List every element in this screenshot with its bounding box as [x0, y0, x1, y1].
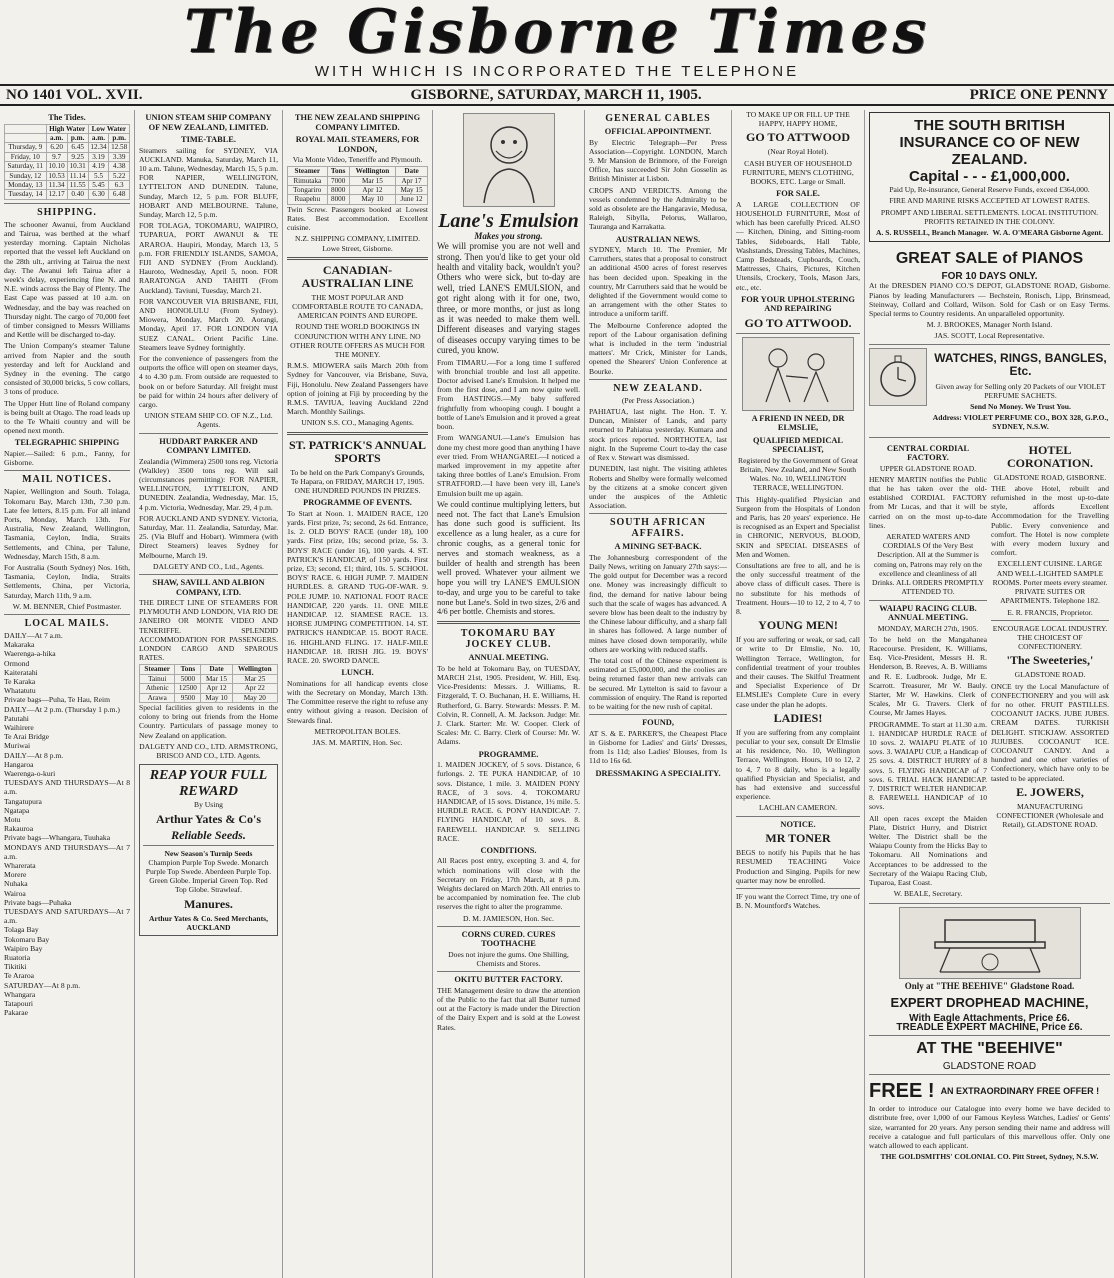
- sweeteries-address: GLADSTONE ROAD.: [1014, 670, 1086, 680]
- elmslie-head: QUALIFIED MEDICAL SPECIALIST,: [752, 435, 844, 455]
- local-mail-item: Waihirere: [4, 723, 34, 732]
- royal-mail-head: ROYAL MAIL STEAMERS, FOR LONDON,: [295, 135, 420, 154]
- piano-text: At the DRESDEN PIANO CO.'S DEPOT, GLADSTONE ROAD, Gisborne. Pianos by leading Manufacturers — Bechstein, Ronisch, Lipp, Brinsmead, Steinway, Collard and Collard, Wilson. Sold for Cash or on Easy Terms. Special terms to Country residents. An unparalleled opportunity.: [869, 281, 1110, 319]
- union-text: Steamers sailing for SYDNEY, VIA AUCKLAND. Manuka, Saturday, March 11, 10 a.m. Talune, Wednesday, March 15, 5 p.m. FOR NAPIER, WELLINGTON, LYTTELTON AND DUNEDIN. Talune, Sunday, March 12, 5 p.m. FOR BLUFF, HOBART AND MELBOURNE. Talune, Sunday, March 12, 5 p.m.: [139, 145, 278, 219]
- beehive-head: AT THE "BEEHIVE": [916, 1040, 1063, 1057]
- insurance-agent: W. A. O'MEARA Gisborne Agent.: [992, 228, 1103, 238]
- machine-price: With Eagle Attachments, Price £6.: [909, 1012, 1070, 1024]
- patricks-text: To be held on the Park Company's Grounds, Te Hapara, on FRIDAY, MARCH 17, 1905. ONE HUNDRED POUNDS IN PRIZES.: [290, 467, 425, 496]
- local-mail-item: Ormond: [4, 658, 30, 668]
- column-4: [433, 110, 585, 1278]
- yates-sign: Arthur Yates & Co. Seed Merchants, AUCKLAND: [148, 913, 269, 932]
- local-mail-item: Private bags—Puha, Te Hau, Reim: [4, 695, 111, 705]
- shaw-head: SHAW, SAVILL AND ALBION COMPANY, LTD.: [152, 578, 265, 597]
- price: PRICE ONE PENNY: [969, 86, 1108, 103]
- cordial-text2: AERATED WATERS AND CORDIALS Of the Very Best Description. All at the Summer is coming on, Patrons may rely on the excellence and cleanliness of all Drinks. ALL ORDERS PROMPTLY ATTENDED TO.: [871, 532, 985, 597]
- union-sign: UNION STEAM SHIP CO. OF N.Z., Ltd. Agents.: [144, 411, 273, 430]
- south-africa-sub: A MINING SET-BACK.: [614, 542, 702, 552]
- programme-head: PROGRAMME OF EVENTS.: [303, 498, 412, 508]
- table-row: Ruapehu 8000 May 10 June 12: [288, 195, 428, 204]
- aus-text: SYDNEY, March 10. The Premier, Mr Carruthers, states that a proposal to construct an additional 4500 acres of forest reserves has been decided upon. Speaking in the country, Mr Carruthers said that he would be delighted if the Government would come to an arrangement with the other States to introduce a uniform tariff.: [589, 245, 727, 319]
- newspaper-subtitle: WITH WHICH IS INCORPORATED THE TELEPHONE: [314, 63, 800, 80]
- butter-text: THE Management desire to draw the attention of the Public to the fact that all Butter turned out at the Factory is made under the Direction of the Dairy Expert and is sold at the Lowest Rates.: [437, 985, 580, 1032]
- tides-row: Thursday, 9 6.20 6.45 12.34 12.58: [5, 143, 130, 152]
- local-mail-item: DAILY—At 7 a.m.: [4, 630, 63, 640]
- canadian-sign: UNION S.S. CO., Managing Agents.: [301, 418, 414, 428]
- attwood-again: GO TO ATTWOOD.: [744, 315, 852, 330]
- shaw-sign: DALGETY AND CO., LTD. ARMSTRONG, BRISCO AND CO., LTD. Agents.: [139, 741, 278, 761]
- free-text: In order to introduce our Catalogue into every home we have decided to distribute free, over 1,000 of our Famous Keyless Watches, Ladies' or Gents' size, warranted for 20 years. Any person sending their name and address will receive a catalogue and full particulars of this marvellous offer. Only one watch allowed to each applicant.: [869, 1104, 1110, 1151]
- waiapu-text: To be held on the Mangahanea Racecourse. President, K. Williams, Esq. Vice-President, Messrs H. R. Henderson, B. Reeves, A. B. Williams and R. E. Ludbrook. Judge, Mr E. Scarrott. Treasurer, Mr W. Bauly. Starter, Mr W. Hawkins. Clerk of Scales, Mr G. Travers. Clerk of Course, Mr James Hayes.: [869, 634, 987, 718]
- yates-name: Arthur Yates & Co's: [156, 811, 261, 826]
- nz-news-sub: (Per Press Association.): [621, 395, 695, 405]
- piano-head: GREAT SALE of PIANOS: [895, 250, 1084, 268]
- dressmaking: DRESSMAKING A SPECIALITY.: [595, 768, 721, 778]
- local-mail-item: Wharerata: [4, 861, 36, 871]
- tides-row: Tuesday, 14 12.17 0.40 6.30 6.48: [5, 190, 130, 199]
- union-text: For the convenience of passengers from the outports the office will open on steamer days, 4 to 4.30 p.m. From outside are requested to book on or before Saturday. All freight must be paid for within 24 hours after delivery of cargo.: [139, 353, 278, 409]
- lanes-sub: Makes you strong.: [474, 231, 543, 241]
- elmslie-text2: This Highly-qualified Physician and Surgeon from the Hospitals of London and Paris, has 20 years' experience. He is recognised as an Expert and Specialist in CHRONIC, NERVOUS, BLOOD, SKIN and SPECIAL DISEASES of Men and Women.: [736, 494, 860, 559]
- lanes-closing: We could continue multiplying letters, but need not. The fact that Lane's Emulsion has done such good is sufficient. Its excellence as a lung healer, as a cure for chronic coughs, as a general tonic for nerves and stomach weakness, as a builder of health and strength has been well proved. Whatever your ailment we hope you will try LANE'S EMULSION to-day, and urge you to be careful to take none but Lane's. Sold in two sizes, 2/6 and 4/6 per bottle. Chemists and stores.: [437, 499, 580, 617]
- local-mail-item: Waerenga-a-hika: [4, 649, 56, 659]
- issue-number: NO 1401 VOL. XVII.: [6, 86, 143, 103]
- canadian-sub: THE MOST POPULAR AND COMFORTABLE ROUTE TO CANADA, AMERICAN POINTS AND EUROPE.: [292, 292, 423, 321]
- column-5: [585, 110, 732, 1278]
- sewing-machine-illustration: [899, 907, 1081, 979]
- waiapu-conditions: All open races except the Maiden Plate, District Hurry, and District Welter. The District shall be the Waiapu County from the Hicks Bay to Tokomaru. All Nominations and Acceptances to be addressed to the Secretary of the Waiapu Racing Club, Tuparoa, East Coast.: [869, 813, 987, 887]
- hotel-text: THE above Hotel, rebuilt and refurnished in the most up-to-date style, affords Excellent Accommodation for the Travelling Public. Every convenience and comfort. The Hotel is now complete with every modern luxury and comfort.: [991, 483, 1109, 558]
- waiapu-head: WAIAPU RACING CLUB. ANNUAL MEETING.: [879, 603, 977, 622]
- cables-text: By Electric Telegraph—Per Press Association—Copyright. LONDON, March 9. Mr Mansion de Brinmore, of the Foreign Office, has succeeded Sir John Gosselin as British Minister at Lisbon.: [589, 137, 727, 184]
- lanes-portrait-illustration: [463, 113, 555, 207]
- local-mail-item: Patutahi: [4, 713, 29, 723]
- nz-news-text: PAHIATUA, last night. The Hon. T. Y. Duncan, Minister of Lands, and party returned to Pahiatua yesterday. Kumara and stock prices reported. NORTHOTEA, last night. In the Supreme Court to-day the case of Rex v. Stewart was dismissed.: [589, 407, 727, 463]
- local-mail-item: Te Karaka: [4, 676, 36, 686]
- tides-table: [4, 124, 130, 200]
- local-mail-item: Private bags—Puhaka: [4, 897, 72, 907]
- local-mail-item: Te Arai Bridge: [4, 732, 50, 742]
- huddart-sign: DALGETY AND CO., Ltd., Agents.: [153, 561, 264, 571]
- tides-header-high: High Water: [46, 124, 88, 133]
- table-row: Tongariro 8000 Apr 12 May 15: [288, 186, 428, 195]
- ship-note: Twin Screw. Passengers booked at Lowest Rates. Best accommodation. Excellent cuisine.: [287, 204, 428, 233]
- watch-send: Send No Money. We Trust You.: [970, 402, 1071, 412]
- insurance-capital: Capital - - - £1,000,000.: [909, 168, 1070, 185]
- sweeteries-intro: ENCOURAGE LOCAL INDUSTRY. THE CHOICEST OF CONFECTIONERY.: [992, 623, 1108, 652]
- local-mail-item: Tokomaru Bay: [4, 934, 50, 944]
- machine-head: EXPERT DROPHEAD MACHINE,: [890, 994, 1089, 1010]
- correct-time: IF you want the Correct Time, try one of B. N. Mountford's Watches.: [736, 891, 860, 911]
- place-date: GISBORNE, SATURDAY, MARCH 11, 1905.: [410, 86, 702, 103]
- cordial-head: CENTRAL CORDIAL FACTORY.: [886, 443, 970, 463]
- treadle-price: TREADLE EXPERT MACHINE, Price £6.: [896, 1021, 1083, 1033]
- table-row: Tainui 5000 Mar 15 Mar 25: [140, 674, 278, 683]
- patricks-sign: JAS. M. MARTIN, Hon. Sec.: [312, 737, 403, 747]
- shaw-text: THE DIRECT LINE OF STEAMERS FOR PLYMOUTH AND LONDON, VIA RIO DE JANEIRO OR MONTE VIDEO AND TENERIFFE. SPLENDID ACCOMMODATION FOR PASSENGERS. LONDON CARGO AND SPAROUS RATES.: [139, 598, 278, 663]
- tides-sub: a.m.: [46, 133, 67, 142]
- piano-sign: M. J. BROOKES, Manager North Island.: [926, 320, 1053, 330]
- local-mail-item: MONDAYS AND THURSDAYS—At 7 a.m.: [4, 842, 130, 861]
- column-6: [732, 110, 865, 1278]
- nz-news-head: NEW ZEALAND.: [613, 382, 703, 394]
- watch-address: Address: VIOLET PERFUME CO., BOX 328, G.P.O., SYDNEY, N.S.W.: [932, 413, 1109, 432]
- reap-by: By Using: [194, 800, 223, 810]
- local-mail-item: Whangara: [4, 989, 36, 999]
- watch-icon: [874, 353, 922, 401]
- newspaper-title: The Gisborne Times: [183, 0, 931, 67]
- table-row: Arawa 9500 May 10 May 20: [140, 693, 278, 702]
- local-mail-item: Kaiteratahi: [4, 667, 38, 677]
- tokomaru-items: 1. MAIDEN JOCKEY, of 5 sovs. Distance, 6 furlongs. 2. TE PUKA HANDICAP, of 10 sovs. Distance, 1 mile. 3. MAIDEN PONY RACE, of 3 sovs. 4. TOKOMARU HANDICAP, of 15 sovs. Distance, 1½ mile. 5. HURDLE RACE. 6. PONY HANDICAP. 7. FLYING HANDICAP, of 10 sovs. 8. FAREWELL HANDICAP. 9. SELLING RACE.: [437, 760, 580, 843]
- union-text: FOR TOLAGA, TOKOMARU, WAIPIRO, TUPARUA, PORT AWANUI & TE ARAROA. Haupiri, Monday, March 13, 5 p.m. FOR FRIENDLY ISLANDS, SAMOA, FIJI AND SYDNEY (From Auckland). Hauroto, Wednesday, April 5, noon. FOR RARATONGA AND TAHITI (From Auckland). Taviuni, Tuesday, March 21.: [139, 221, 278, 295]
- local-mail-item: Rakauroa: [4, 824, 34, 834]
- sweeteries-text: ONCE try the Local Manufacture of CONFECTIONERY and you will ask for no other. FRUIT PASTILLES. COCOANUT JACKS. JUBE JUBES. CREAM DATES. TURKISH DELIGHT. STICKJAW. ASSORTED JUJUBES. COCOANUT ICE. COCOANUT CANDY. And a hundred and one other varieties of Confectionery, which have only to be tasted to be appreciated.: [991, 681, 1109, 783]
- sweeteries-head: 'The Sweeteries,': [1006, 653, 1094, 668]
- insurance-manager: A. S. RUSSELL, Branch Manager.: [876, 228, 989, 238]
- huddart-text: FOR AUCKLAND AND SYDNEY. Victoria, Saturday, Mar. 11. Zealandia, Saturday, Mar. 25. (Via Bluff and Hobart). Wimmera (with Direct Steamers) leaves Sydney for Melbourne, March 19.: [139, 513, 278, 560]
- attwood-near: (Near Royal Hotel).: [767, 147, 829, 157]
- mail-text: For Australia (South Sydney) Nos. 16th, Tasmania, Ceylon, India, Straits Settlements, China, per Victoria, Saturday, March 11th, 9 a.m.: [4, 562, 130, 600]
- attwood-text: CASH BUYER OF HOUSEHOLD FURNITURE, MEN'S CLOTHING, BOOKS, ETC. Large or Small.: [742, 158, 854, 187]
- butter-head: OKITU BUTTER FACTORY.: [454, 975, 563, 985]
- insurance-title: THE SOUTH BRITISH INSURANCE CO OF NEW ZEALAND.: [899, 117, 1080, 168]
- conditions-head: CONDITIONS.: [480, 845, 537, 855]
- lanes-emulsion-title: Lane's Emulsion: [438, 210, 579, 232]
- nz-news-text: DUNEDIN, last night. The visiting athletes Roberts and Shelby were formally welcomed by the citizens at a smoke concert given under the auspices of the Athletic Association.: [589, 464, 727, 511]
- local-mail-item: TUESDAYS AND THURSDAYS—At 8 a.m.: [4, 778, 130, 797]
- local-mail-item: Tolaga Bay: [4, 925, 39, 935]
- young-men-text: If you are suffering or weak, or sad, call or write to Dr Elmslie, No. 10, Wellington Terrace, Wellington, for confidential treatment of your troubles and their causes. The Skilful Treatment and Specialist Experience of Dr ELMSLIE's Complete Cure in every case under the plan he adopts.: [736, 635, 860, 709]
- tokomaru-text: To be held at Tokomaru Bay, on TUESDAY, MARCH 21st, 1905. President, W. Hill, Esq. Vice-Presidents: Messrs. J. Williams, R. Fitzgerald, T. O. Buchanan, H. E. Williams, H. Rutherford, G. Barry. Stewards: Messrs. P. M. Colvin, R. Connell, A. M. Jackson. Judge: Mr. J. Clark. Starter: Mr. W. Cooper. Clerk of Scales: Mr. C. Barry. Clerk of Course: Mr. W. Adams.: [437, 663, 580, 747]
- forsale-head: FOR SALE.: [776, 189, 820, 199]
- tides-row: Saturday, 11 10.10 10.31 4.19 4.38: [5, 162, 130, 171]
- tides-header-low: Low Water: [88, 124, 129, 133]
- watch-illustration: [869, 348, 927, 406]
- local-mail-item: Ruatoria: [4, 953, 31, 963]
- yates-seeds: Reliable Seeds.: [171, 827, 246, 842]
- elmslie-text3: Consultations are free to all, and he is the only successful treatment of the above class of difficult cases. There is no substitute for his methods of Treatment. Hours—10 to 12, 2 to 4, 7 to 8.: [736, 560, 860, 616]
- tokomaru-programme: PROGRAMME.: [478, 749, 539, 759]
- local-mail-item: Private bags—Whangara, Tuuhaka: [4, 833, 111, 843]
- mail-text: Napier, Wellington and South. Tolaga, Tokomaru Bay, March 13th, 7.30 p.m. Late fee letters, 8.15 p.m. For all inland Ports, Monday, March 13th. For Australia, New Zealand, Wellington, Tasmania, Ceylon, India, Straits Settlements, and China, per Talune, Wednesday, March 15th, 8 a.m.: [4, 487, 130, 561]
- shipping-text: The schooner Awanui, from Auckland and Tairua, was berthed at the wharf yesterday morning. Captain Nicholas reported that the vessel left Auckland on the 28th ult., arriving at Tairua the next day. The Awanui left Tairua after a week's delay, experiencing fine N. and N.E. winds across the Bay of Plenty. The East Cape was passed at 10 a.m. on Wednesday, and the bay was reached on Thursday night. The cargo of 70,000 feet of timber consigned to Messrs Williams and Kettle will be discharged to-day.: [4, 219, 130, 340]
- telegraph-text: Napier.—Sailed: 6 p.m., Fanny, for Gisborne.: [4, 448, 130, 468]
- programme-text: To Start at Noon. 1. MAIDEN RACE, 120 yards. First prize, 7s; second, 2s 6d. Entrance, 1s. 2. OLD BOYS' RACE (under 18), 100 yards. First prize, 10s; second prize, 5s. 3. BOYS' RACE (under 16), 100 yards. 4. ST. PATRICK'S HANDICAP, of 150 yards. First prize, £3; second, £1; third, 10s. 5. SCHOOL BOYS' RACE. 6. HIGH JUMP. 7. MAIDEN HURDLES. 8. GRAND TUG-OF-WAR. 9. POLE JUMP. 10. NATIONAL FOOT RACE HANDICAP, 220 yards. 11. ONE MILE HANDICAP. 12. SIAMESE RACE. 13. HORSE JUMPING COMPETITION. 14. ST. PATRICK'S HANDICAP. 15. BOOT RACE. 16. HIGHLAND FLING. 17. HALF-MILE HANDICAP. 18. IRISH JIG. 19. BOYS' RACE. 20. SWORD DANCE.: [287, 508, 428, 666]
- beehive-address: GLADSTONE ROAD: [942, 1061, 1037, 1072]
- local-mail-item: Ngatapa: [4, 805, 30, 815]
- local-mail-item: Makaraka: [4, 640, 35, 650]
- figure-icon: [748, 342, 848, 406]
- conditions-sign: D. M. JAMIESON, Hon. Sec.: [463, 913, 554, 923]
- turnip-head: New Season's Turnip Seeds: [164, 848, 253, 858]
- lunch-head: LUNCH.: [341, 668, 374, 678]
- local-mail-item: Hangaroa: [4, 759, 34, 769]
- patricks-head: ST. PATRICK'S ANNUAL SPORTS: [288, 437, 427, 465]
- corns-sub: Does not injure the gums. One Shilling, Chemists and Stores.: [448, 949, 569, 969]
- shipping-text: The Upper Hutt line of Roland company is being built at Otago. The road leads up to the Te Whaiti country and will be opened next month.: [4, 398, 130, 436]
- column-7: [865, 110, 1114, 1278]
- aus-head: AUSTRALIAN NEWS.: [615, 234, 701, 244]
- local-mail-item: TUESDAYS AND SATURDAYS—At 7 a.m.: [4, 907, 130, 926]
- table-row: Athenic 12500 Apr 12 Apr 22: [140, 684, 278, 693]
- tides-sub: p.m.: [109, 133, 130, 142]
- free-sign: THE GOLDSMITHS' COLONIAL CO. Pitt Street, Sydney, N.S.W.: [880, 1152, 1099, 1162]
- forsale-text: A LARGE COLLECTION OF HOUSEHOLD FURNITURE, Most of which has been carefully Priced. ALSO— Kitchen, Dining, and Sitting-room Tables, Sideboards, Hall Table, Washstands, Dressing Tables, Machines, Camp Bedsteads, Cupboards, Couch, Mattresses, Chairs, Pictures, Kitchen Utensils, Crockery, Tools, Mason Jars, etc., etc.: [736, 199, 860, 292]
- hotel-sign: E. R. FRANCIS, Proprietor.: [1007, 607, 1093, 617]
- local-mail-item: Tangatupura: [4, 796, 42, 806]
- cables-head: GENERAL CABLES: [605, 113, 711, 124]
- upholster-head: FOR YOUR UPHOLSTERING AND REPAIRING: [741, 294, 855, 314]
- south-africa-text: The Johannesburg correspondent of the Daily News, writing on January 27th says:—The gold output for December was a record one. Money was increasingly difficult to find, the demand for native labour being such that the scale of wages has advanced. A severe blow has been dealt to the industry by the Chinese labour difficulty, and a sharp fall in shares has followed. A large number of mines have closed down temporarily, while others are working with reduced staffs.: [589, 552, 727, 654]
- portrait-icon: [474, 117, 544, 203]
- cordial-address: UPPER GLADSTONE ROAD.: [879, 463, 977, 473]
- jowers-name: E. JOWERS,: [1016, 784, 1084, 799]
- toner-text: BEGS to notify his Pupils that he has RESUMED TEACHING Voice Production and Singing. Pupils for new quarter may now be enrolled.: [736, 848, 860, 885]
- local-mail-item: Tikitiki: [4, 962, 27, 972]
- insurance-prompt: PROMPT AND LIBERAL SETTLEMENTS. LOCAL INSTITUTION. PROFITS RETAINED IN THE COLONY.: [880, 207, 1099, 226]
- elmslie-text: Registered by the Government of Great Britain, New Zealand, and New South Wales. No. 10, WELLINGTON TERRACE, WELLINGTON.: [738, 455, 858, 493]
- sewing-machine-icon: [905, 912, 1075, 974]
- local-mail-item: SATURDAY—At 8 p.m.: [4, 980, 81, 990]
- hotel-sweet-block: [991, 441, 1109, 901]
- south-africa-text: The total cost of the Chinese experiment is estimated at £5,000,000, and the coolies are being returned faster than new arrivals can be secured. Mr Lyttelton is said to favour a commission of enquiry. The Rand is reported to be waiting for the new rush of capital.: [589, 656, 727, 712]
- waiapu-sign: W. BEALE, Secretary.: [893, 889, 963, 899]
- huddart-text: Zealandia (Wimmera) 2500 tons reg. Victoria (Walkley) 3500 tons reg. Will sail (circumstances permitting): FOR NAPIER, WELLINGTON, LYTTELTON, AND DUNEDIN. Zealandia, Wednesday, Mar. 15, 4 p.m. Victoria, Wednesday, Mar. 29, 4 p.m.: [139, 456, 278, 512]
- jowers-sub: MANUFACTURING CONFECTIONER (Wholesale and Retail), GLADSTONE ROAD.: [996, 801, 1104, 830]
- local-mails-title: LOCAL MAILS.: [24, 617, 110, 629]
- manures-head: Manures.: [184, 896, 233, 911]
- column-1: [0, 110, 135, 1278]
- columns: [0, 110, 1114, 1278]
- elmslie-illustration: [742, 337, 854, 411]
- free-sub: AN EXTRAORDINARY FREE OFFER !: [940, 1085, 1100, 1096]
- elmslie-caption: A FRIEND IN NEED, DR ELMSLIE,: [751, 413, 845, 433]
- turnip-list: Champion Purple Top Swede. Monarch Purple Top Swede. Aberdeen Purple Top. Green Globe. Imperial Green Top. Red Top Globe. Strawleaf.: [145, 857, 272, 895]
- corns-head: CORNS CURED. CURES TOOTHACHE: [461, 929, 556, 949]
- local-mail-item: Waipiro Bay: [4, 943, 43, 953]
- cables-sub: OFFICIAL APPOINTMENT.: [604, 127, 712, 136]
- ladies-text: If you are suffering from any complaint peculiar to your sex, consult Dr Elmslie at his residence, No. 10, Wellington Terrace, Wellington. Hours, 10 to 12, 2 to 4, 7 to 8 daily, who is a legally qualified Physician and Specialist, and has had extensive and successful experience.: [736, 727, 860, 802]
- cordial-text: HENRY MARTIN notifies the Public that he has taken over the old-established CORDIAL FACTORY from Mr Lucas, and that it will be carried on on the most up-to-date lines.: [869, 474, 987, 530]
- hotel-text2: EXCELLENT CUISINE. LARGE AND WELL-LIGHTED SAMPLE ROOMS. Porter meets every steamer. PRIVATE SUITES OR APARTMENTS. Telephone 182.: [992, 559, 1108, 606]
- local-mail-item: Morere: [4, 870, 27, 880]
- tides-row: Sunday, 12 10.53 11.14 5.5 5.22: [5, 171, 130, 180]
- local-mail-item: Waerenga-o-kuri: [4, 769, 56, 779]
- nz-ship-table: Steamer Tons Wellington Date Rimutaka 7000 Mar 15 Apr 17 Tongariro 8000 Apr 12 May 15 Ruapehu 8000 May 10 June 12: [287, 166, 428, 205]
- watch-sub: Given away for Selling only 20 Packets of our VIOLET PERFUME SACHETS.: [935, 381, 1106, 400]
- mail-title: MAIL NOTICES.: [22, 474, 112, 486]
- dateline: [0, 84, 1114, 106]
- ladies-head: LADIES!: [773, 710, 823, 725]
- yates-ad: [139, 764, 278, 936]
- attwood-head: GO TO ATTWOOD: [745, 130, 851, 145]
- elmslie-sign: LACHLAN CAMERON.: [758, 803, 838, 813]
- attwood-intro: TO MAKE UP OR FILL UP THE HAPPY, HAPPY HOME,: [746, 110, 850, 129]
- canadian-text2: R.M.S. MIOWERA sails March 20th from Sydney for Vancouver, via Brisbane, Suva, Fiji, Honolulu. New Zealand Passengers have option of joining at Fiji by proceeding by the R.M.S. TAVIUA, leaving Auckland 22nd March. Monthly Sailings.: [287, 361, 428, 417]
- royal-via: Via Monte Video, Teneriffe and Plymouth.: [292, 155, 423, 164]
- tides-sub: p.m.: [67, 133, 88, 142]
- lanes-testimonials: From TIMARU.—For a long time I suffered with bronchial trouble and lost all appetite. Doctor advised Lane's Emulsion. It helped me from the first dose, and I am now quite well. From HASTINGS.—My baby suffered frightfully from whooping cough. I bought a bottle of Lane's Emulsion and it proved a great boon.: [437, 357, 580, 432]
- piano-sub: FOR 10 DAYS ONLY.: [941, 271, 1038, 283]
- piano-local: JAS. SCOTT, Local Representative.: [934, 331, 1045, 341]
- watch-head: WATCHES, RINGS, BANGLES, Etc.: [934, 350, 1107, 378]
- local-mail-item: Motu: [4, 815, 21, 825]
- local-mail-item: Pakarae: [4, 1008, 29, 1018]
- shipping-text: The Union Company's steamer Talune arrived from Napier and the south yesterday and left for Auckland and Sydney in the evening. The cargo consisted of 30,000 bricks, 5 cow collars, 3 tons of produce.: [4, 341, 130, 397]
- local-mail-item: Te Araroa: [4, 971, 35, 981]
- hotel-address: GLADSTONE ROAD, GISBORNE.: [993, 472, 1107, 482]
- programme-note: Nominations for all handicap events close with the Secretary on Monday, March 13th. The Committee reserve the right to refuse any entry without giving a reason. Decision of Stewards final.: [287, 678, 428, 725]
- nz-sign: N.Z. SHIPPING COMPANY, LIMITED. Lowe Street, Gisborne.: [294, 234, 421, 253]
- lanes-text: We will promise you are not well and strong. Then you'd like to get your old health and vitality back, wouldn't you? Others who were sick, but to-day are well, tried LANE'S EMULSION, and got right along with it for one, two, three, or more months, or just as long as it was needed to make them well. Different diseases and varying stages of diseases occupy varying times to be cured, you know.: [437, 241, 580, 356]
- south-africa-head: SOUTH AFRICAN AFFAIRS.: [609, 517, 707, 540]
- canadian-head: CANADIAN-AUSTRALIAN LINE: [301, 262, 414, 290]
- union-head: UNION STEAM SHIP COMPANY OF NEW ZEALAND, LIMITED.: [145, 113, 272, 132]
- local-mail-item: Whatatutu: [4, 686, 36, 696]
- table-row: Rimutaka 7000 Mar 15 Apr 17: [288, 176, 428, 185]
- local-mail-item: DAILY—At 8 p.m.: [4, 750, 64, 760]
- lanes-testimonials: From WANGANUI.—Lane's Emulsion has done my chest more good than anything I have ever tried. From WHANGAREI.—I noticed a marked improvement in my appetite after taking three bottles of Lane's Emulsion. From STRATFORD.—I have been very ill, Lane's Emulsion built me up again.: [437, 433, 580, 498]
- cordial-hotel-block: [869, 441, 987, 901]
- tokomaru-head: TOKOMARU BAY JOCKEY CLUB.: [460, 628, 557, 651]
- union-text: FOR VANCOUVER VIA BRISBANE, FIJI, AND HONOLULU (From Sydney). Miowera, Monday, March 20. Aorangi, Monday, April 17. FOR LONDON VIA SUEZ CANAL. Orient Pacific Line. Steamers leave Sydney fortnightly.: [139, 296, 278, 352]
- insurance-paid: Paid Up, Re-insurance, General Reserve Funds, exceed £364,000.: [889, 185, 1090, 195]
- shaw-note: Special facilities given to residents in the colony to bring out friends from the Home Country. Particulars of passage money to New Zealand on application.: [139, 703, 278, 740]
- local-mail-item: Wairoa: [4, 888, 26, 898]
- huddart-head: HUDDART PARKER AND COMPANY LIMITED.: [159, 436, 258, 456]
- local-mail-item: Muriwai: [4, 741, 31, 751]
- free-head: FREE !: [869, 1080, 935, 1103]
- notice-head: NOTICE.: [780, 819, 816, 829]
- telegraph-title: TELEGRAPHIC SHIPPING: [14, 438, 120, 448]
- postmaster: W. M. BENNER, Chief Postmaster.: [12, 601, 122, 611]
- right-split: [869, 441, 1110, 901]
- tides-sub: a.m.: [88, 133, 109, 142]
- hotel-head: HOTEL CORONATION.: [1006, 442, 1094, 470]
- local-mail-item: DAILY—At 2 p.m. (Thursday 1 p.m.): [4, 704, 120, 714]
- insurance-fire: FIRE AND MARINE RISKS ACCEPTED AT LOWEST RATES.: [889, 196, 1090, 206]
- column-3: [283, 110, 433, 1278]
- committee: METROPOLITAN BOLES.: [314, 726, 401, 736]
- cables-text: CROPS AND VERDICTS. Among the vessels condemned by the Admiralty to be sold as obsolete are the Hangaravie, Medusa, Raleigh, Sibylla, Pelorus, Wallaroo, Tauranga and Karrakatta.: [589, 185, 727, 232]
- local-mail-item: Tatapouri: [4, 999, 33, 1009]
- shipping-title: SHIPPING.: [37, 206, 97, 218]
- tokomaru-sub: ANNUAL MEETING.: [468, 653, 549, 663]
- conditions-text: All Races post entry, excepting 3. and 4, for which nominations will close with the Secretary on Friday, 17th March, at 8 p.m. Weights declared on March 20th. All entries to be accompanied by nomination fee. The club reserves the right to alter the programme.: [437, 856, 580, 912]
- found-text: AT S. & E. PARKER'S, the Cheapest Place in Gisborne for Ladies' and Girls' Dresses, from 1s 11d; also Ladies' Blouses, from 1s 11d to 16s 6d.: [589, 728, 727, 766]
- aus-text: The Melbourne Conference adopted the report of the Labour organisation defining what is included in the term 'industrial matters'. Mr Crick, Minister for Lands, opened the Shearers' Union Conference at Bourke.: [589, 320, 727, 376]
- nz-shipping-head: THE NEW ZEALAND SHIPPING COMPANY LIMITED.: [294, 113, 421, 132]
- timetable-head: TIME-TABLE.: [181, 135, 236, 144]
- waiapu-programme: PROGRAMME. To start at 11.30 a.m. 1. HANDICAP HURDLE RACE of 10 sovs. 2. WAIAPU PLATE of 10 sovs. 3. WAIAPU CUP, a Handicap of 25 sovs. 4. DISTRICT HURRY of 8 sovs. 5. FLYING HANDICAP of 7 sovs. 6. TRIAL HACK HANDICAP. 7. DISTRICT WELTER HANDICAP. 8. FAREWELL HANDICAP of 10 sovs.: [869, 719, 987, 812]
- toner-head: MR TONER: [765, 831, 831, 846]
- found-head: FOUND,: [642, 718, 674, 728]
- column-2: [135, 110, 283, 1278]
- insurance-box: [869, 112, 1110, 242]
- tides-row: Monday, 13 11.34 11.55 5.45 6.3: [5, 180, 130, 189]
- canadian-text: ROUND THE WORLD BOOKINGS IN CONJUNCTION WITH ANY LINE. NO OTHER ROUTE OFFERS AS MUCH FOR THE MONEY.: [290, 322, 425, 360]
- beehive-only: Only at "THE BEEHIVE" Gladstone Road.: [904, 981, 1075, 992]
- free-offer-ad: [869, 1078, 1110, 1104]
- local-mails-list: [4, 631, 130, 1018]
- tides-title: The Tides.: [48, 113, 86, 122]
- masthead: [0, 0, 1114, 82]
- local-mail-item: Nuhaka: [4, 879, 28, 889]
- waiapu-date: MONDAY, MARCH 27th, 1905.: [877, 623, 979, 633]
- young-men-head: YOUNG MEN!: [758, 618, 838, 633]
- reap-headline: REAP YOUR FULL REWARD: [149, 768, 268, 800]
- tides-row: Friday, 10 9.7 9.25 3.19 3.39: [5, 152, 130, 161]
- insurance-ad: [865, 110, 1114, 1163]
- watch-ad: [869, 348, 1110, 434]
- shaw-table: Steamer Tons Date Wellington Tainui 5000 Mar 15 Mar 25 Athenic 12500 Apr 12 Apr 22 Arawa 9500 May 10 May 20: [139, 664, 278, 703]
